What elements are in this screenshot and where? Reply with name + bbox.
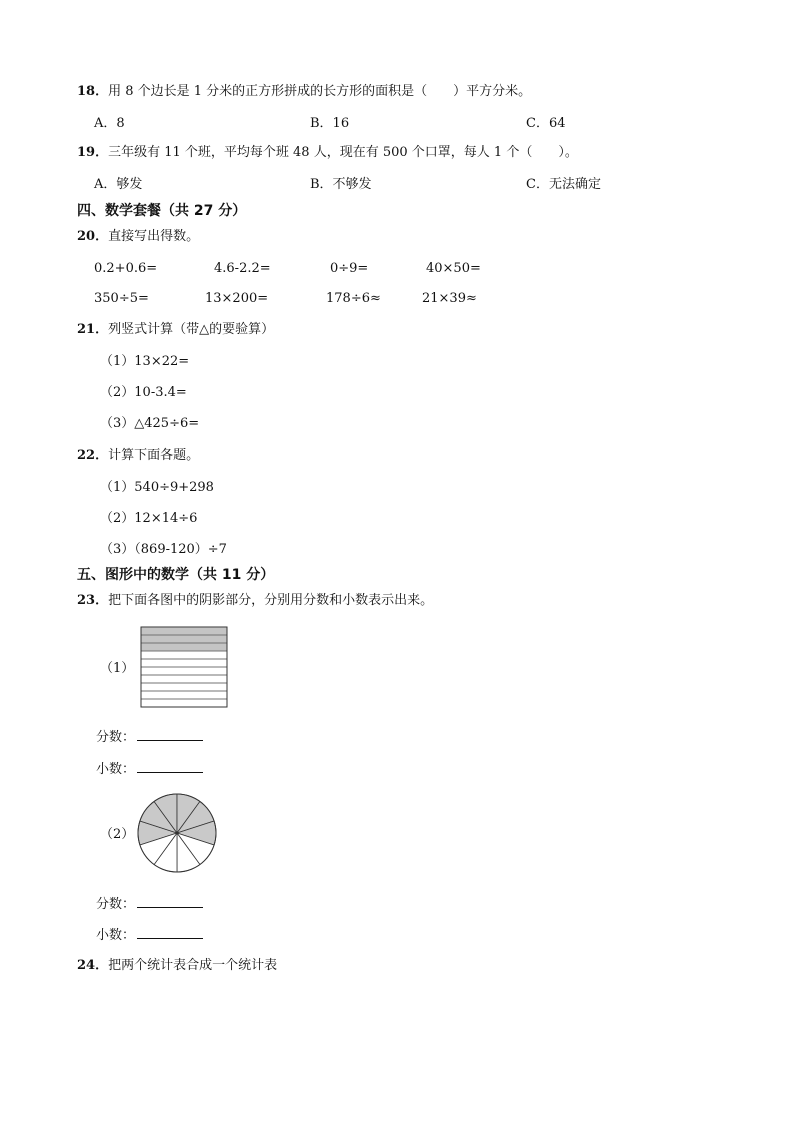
- question-21: [77, 322, 274, 338]
- question-text: 把下面各图中的阴影部分，分别用分数和小数表示出来。: [108, 593, 434, 608]
- q20-expr-2: 4.6-2.2=: [214, 261, 271, 276]
- question-number: 21．: [77, 322, 109, 337]
- q18-option-c: C．64: [526, 116, 566, 131]
- fraction-answer-blank[interactable]: [137, 895, 203, 908]
- q21-item-2: （2）10-3.4=: [100, 385, 187, 400]
- question-text: 三年级有 11 个班，平均每个班 48 人，现在有 500 个口罩，每人 1 个（ ）。: [108, 145, 578, 160]
- question-text: 直接写出得数。: [108, 229, 200, 244]
- question-18: [77, 84, 531, 100]
- question-text: 用 8 个边长是 1 分米的正方形拼成的长方形的面积是（ ）平方分米。: [108, 84, 532, 99]
- pie-circle-figure: [136, 792, 218, 874]
- q18-option-b: B．16: [310, 116, 350, 131]
- q22-item-1: （1）540÷9+298: [100, 480, 214, 495]
- q18-option-a: A．8: [94, 116, 125, 131]
- q19-option-c: C．无法确定: [526, 177, 601, 192]
- decimal-answer-blank[interactable]: [137, 926, 203, 939]
- strip: [141, 675, 227, 683]
- q19-option-a: A．够发: [94, 177, 143, 192]
- fraction-label: 分数：: [96, 897, 136, 912]
- fraction-answer-blank[interactable]: [137, 728, 203, 741]
- figure-2-fraction-answer: [96, 895, 203, 913]
- decimal-answer-blank[interactable]: [137, 760, 203, 773]
- question-text: 计算下面各题。: [108, 448, 200, 463]
- q20-expr-1: 0.2+0.6=: [94, 261, 158, 276]
- decimal-label: 小数：: [96, 762, 136, 777]
- q20-expr-3: 0÷9=: [330, 261, 369, 276]
- strip: [141, 651, 227, 659]
- figure-1-decimal-answer: [96, 760, 203, 778]
- q20-expr-5: 350÷5=: [94, 291, 149, 306]
- fraction-label: 分数：: [96, 730, 136, 745]
- question-number: 18．: [77, 84, 109, 99]
- question-19: [77, 145, 578, 161]
- question-23: [77, 593, 433, 609]
- question-22: [77, 448, 199, 464]
- figure-2-decimal-answer: [96, 926, 203, 944]
- question-number: 23．: [77, 593, 109, 608]
- question-text: 列竖式计算（带△的要验算）: [108, 322, 275, 337]
- q20-expr-8: 21×39≈: [422, 291, 477, 306]
- striped-rectangle-figure: [140, 626, 228, 708]
- strip: [141, 659, 227, 667]
- strip: [141, 691, 227, 699]
- figure-1-label: （1）: [100, 661, 135, 676]
- strip: [141, 667, 227, 675]
- q22-item-2: （2）12×14÷6: [100, 511, 198, 526]
- question-number: 22．: [77, 448, 109, 463]
- question-number: 20．: [77, 229, 109, 244]
- strip: [141, 683, 227, 691]
- q20-expr-6: 13×200=: [205, 291, 269, 306]
- section-4-title: 四、数学套餐（共 27 分）: [77, 203, 247, 219]
- figure-1-fraction-answer: [96, 728, 203, 746]
- question-text: 把两个统计表合成一个统计表: [108, 958, 278, 973]
- question-number: 19．: [77, 145, 109, 160]
- question-number: 24．: [77, 958, 109, 973]
- q21-item-3: （3）△425÷6=: [100, 416, 200, 431]
- q20-expr-4: 40×50=: [426, 261, 481, 276]
- question-24: [77, 958, 277, 974]
- section-5-title: 五、图形中的数学（共 11 分）: [77, 567, 275, 583]
- figure-2-label: （2）: [100, 827, 135, 842]
- q22-item-3: （3）（869-120）÷7: [100, 542, 227, 557]
- q19-option-b: B．不够发: [310, 177, 372, 192]
- q20-expr-7: 178÷6≈: [326, 291, 381, 306]
- question-20: [77, 229, 199, 245]
- decimal-label: 小数：: [96, 928, 136, 943]
- strip: [141, 699, 227, 707]
- q21-item-1: （1）13×22=: [100, 354, 190, 369]
